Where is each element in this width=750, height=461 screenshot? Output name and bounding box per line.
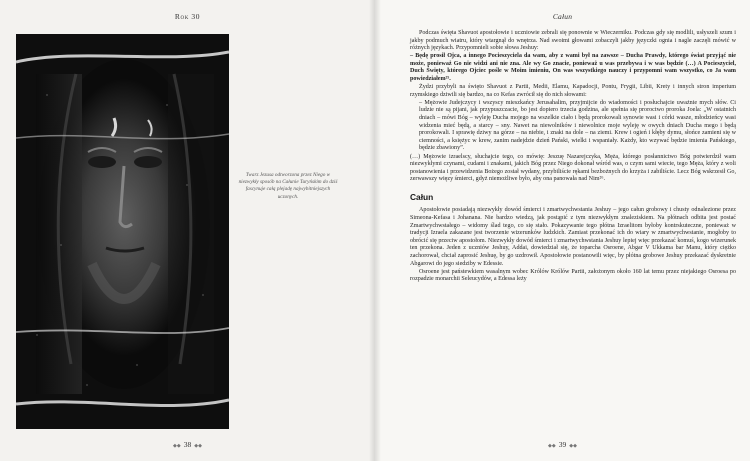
left-running-head: Rok 30 — [174, 12, 201, 21]
right-page-body — [410, 30, 736, 284]
paragraph: – Będę prosił Ojca, a innego Pocieszyciela da wam, aby z wami był na zawsze – Ducha Prawdy, którego świat przyjąć nie może, ponieważ Go nie widzi ani nie zna. Ale wy Go znacie, ponieważ u was przebywa i w was będzie (…) A Pocieszyciel, Duch Święty, którego Ojciec pośle w Moim imieniu, On was wszystkiego nauczy i przypomni wam wszystko, co Ja wam powiedziałem²⁵. — [410, 53, 736, 83]
folio-ornament-icon: ◆◆ — [569, 444, 577, 449]
folio-ornament-icon: ◆◆ — [194, 444, 202, 449]
paragraph: Apostołowie posiadają niezwykły dowód śmierci i zmartwychwstania Jeshuy – jego całun grobowy i chusty odnalezione przez Simeona-Kefasa i Johanana. Nie bardzo wiedzą, jak postąpić z tym niezwykłym znaleziskiem. Na płótnach odbita jest postać Zmartwychwstałego – widomy ślad tego, co się stało. Pokazywanie tego płótna Izraelitom byłoby kontrskuteczne, ponieważ w tradycji Izraela zakazane jest tworzenie wizerunków ludzkich. Zamiast przekonać ich do wiary w zmartwychwstanie, mogłoby to obrócić się przeciw apostołom. Niezwykły dowód śmierci i zmartwychwstania Jeshuy lepiej więc przekazać komuś, kogo wizerunek ten przekona. Jeden z uczniów Jeshuy, Addai, dowiedział się, że toparcha Osroene, Abgar V Ukkama bar Manu, który ciężko zachorował, chciał zaprosić Jeshuę, by go uzdrowił. Apostołowie postanowili więc, by płótna grobowe Jeshuy przekazać dyskretnie Abgarowi do jego siedziby w Edessie. — [410, 207, 736, 267]
left-folio — [0, 440, 375, 449]
folio-ornament-icon: ◆◆ — [173, 444, 181, 449]
paragraph: (…) Mężowie izraelscy, słuchajcie tego, co mówię: Jeszuę Nazarejczyka, Męża, którego posłannictwo Bóg potwierdził wam niezwykłymi czynami, cudami i znakami, jakich Bóg przez Niego dokonał wśród was, o czym sami wiecie, tego Męża, który z woli postanowienia i przewidzenia Bożego został wydany, przybiliście rękami bezbożnych do krzyża i zabiliście. Lecz Bóg wskrzesił Go, zerwawszy więzy śmierci, gdyż niemożliwe było, aby ona panowała nad Nim²⁶. — [410, 153, 736, 183]
right-page-number: 39 — [558, 440, 567, 449]
paragraphs-after-heading — [410, 207, 736, 283]
shroud-face-image — [16, 34, 229, 429]
right-folio — [375, 440, 750, 449]
paragraph: – Mężowie Judejczycy i wszyscy mieszkańcy Jerusahalim, przyjmijcie do wiadomości i posłuchajcie uważnie mych słów. Ci ludzie nie są pijani, jak przypuszczacie, bo jest dopiero trzecia godzina, ale spełnia się proroctwo proroka Joela: „W ostatnich dniach – mówi Bóg – wyleję Ducha mojego na wszelkie ciało i będą prorokowali synowie wasi i córki wasze, młodzieńcy wasi widzenia mieć będą, a starcy – sny. Nawet na niewolników i niewolnice moje wyleję w owych dniach Ducha mego i będą prorokowali. I sprawię dziwy na górze – na niebie, i znaki na dole – na ziemi. Krew i ogień i kłęby dymu, słońce zamieni się w ciemności, a księżyc w krew, zanim nadejdzie dzień Pański, wielki i wspaniały. Każdy, kto wzywać będzie imienia Pańskiego, będzie zbawiony”. — [419, 99, 736, 152]
shroud-face-photo — [16, 34, 229, 429]
paragraph: Żydzi przybyli na święto Shavuot z Partii, Medii, Elamu, Kapadocji, Pontu, Frygii, Libii, Krety i innych stron imperium rzymskiego dziwili się bardzo, na co Kefas zwrócił się do nich słowami: — [410, 84, 736, 98]
paragraphs-before-heading — [410, 30, 736, 184]
gutter-shadow — [369, 0, 381, 461]
section-heading: Całun — [410, 191, 434, 202]
paragraph: Podczas święta Shavuot apostołowie i uczniowie zebrali się ponownie w Wieczerniku. Podczas gdy się modlili, usłyszeli szum i jakby podmuch wiatru, który wtargnął do wnętrza. Nad swoimi głowami zobaczyli jakby języczki ognia i nagle zaczęli mówić w różnych językach. Przypomnieli sobie słowa Jeshuy: — [410, 30, 736, 52]
right-running-head: Całun — [552, 12, 573, 21]
photo-caption: Twarz Jezusa odtworzona przez Niego w niezwykły sposób na Całunie Turyńskim do dziś fascynuje całą plejadę najwybitniejszych uczonych. — [238, 172, 338, 200]
paragraph: Osroene jest państewkiem wasalnym wobec Królów Królów Partii, założonym około 160 lat temu przez niejakiego Osroesa po rozpadzie monarchii Seleucydów, a Edessa leży — [410, 268, 736, 283]
left-page-number: 38 — [183, 440, 192, 449]
folio-ornament-icon: ◆◆ — [548, 444, 556, 449]
